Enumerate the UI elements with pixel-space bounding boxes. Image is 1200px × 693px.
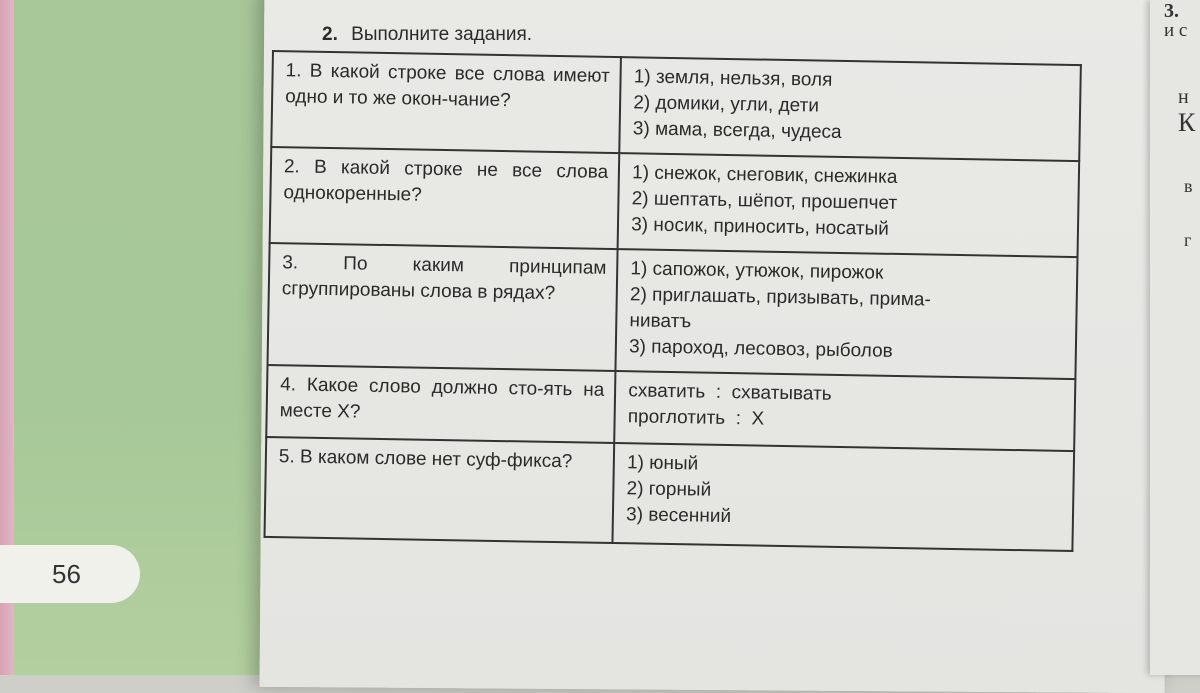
answer-option: 1) сапожок, утюжок, пирожок <box>630 258 884 284</box>
next-page-fragment: и с <box>1164 20 1188 41</box>
answer-cell <box>616 249 1078 379</box>
next-page-fragment: 3. <box>1164 0 1179 22</box>
next-page-fragment: К <box>1178 108 1196 137</box>
question-cell: 5. В каком слове нет суф-фикса? <box>265 437 615 543</box>
next-page-fragment: в <box>1184 176 1193 196</box>
answer-cell <box>614 371 1075 451</box>
table-row <box>265 437 1075 551</box>
answer-option: 3) мама, всегда, чудеса <box>632 118 842 143</box>
task-heading <box>322 24 532 46</box>
answer-option: 2) домики, угли, дети <box>633 92 820 117</box>
table-row <box>268 243 1078 379</box>
answer-cell <box>618 153 1079 257</box>
task-table-wrapper <box>263 50 1081 552</box>
question-cell: 1. В какой строке все слова имеют одно и то же окон-чание? <box>271 51 621 153</box>
answer-option: 1) снежок, снеговик, снежинка <box>631 162 898 188</box>
task-number: 2. <box>322 24 338 45</box>
answer-option: 1) земля, нельзя, воля <box>633 66 833 91</box>
answer-option: 3) пароход, лесовоз, рыболов <box>628 336 893 362</box>
answer-option: проглотить : Х <box>627 406 765 430</box>
question-cell: 2. В какой строке не все слова однокоренные? <box>270 147 620 249</box>
task-title: Выполните задания. <box>351 24 533 45</box>
answer-cell <box>619 57 1080 161</box>
next-page-fragment: г <box>1184 230 1192 250</box>
answer-option: 1) юный <box>626 452 699 475</box>
question-cell: 3. По каким принципам сгруппированы слова в рядах? <box>268 243 618 371</box>
answer-option: 2) приглашать, призывать, прима- <box>629 284 931 311</box>
table-row <box>270 147 1080 257</box>
task-table <box>263 50 1081 552</box>
next-page-fragment: н <box>1178 86 1189 108</box>
answer-option: ниватъ <box>629 310 692 333</box>
answer-option: 2) шептать, шёпот, прошепчет <box>631 188 898 214</box>
answer-option: 2) горный <box>626 478 712 501</box>
answer-cell <box>613 443 1074 551</box>
table-row <box>271 51 1081 161</box>
question-cell: 4. Какое слово должно сто-ять на месте Х? <box>266 365 615 443</box>
answer-option: схватить : схватывать <box>628 380 832 405</box>
answer-option: 3) весенний <box>625 504 732 528</box>
next-page-edge <box>1150 0 1200 675</box>
page-number: 56 <box>52 559 81 589</box>
answer-option: 3) носик, приносить, носатый <box>631 214 890 240</box>
